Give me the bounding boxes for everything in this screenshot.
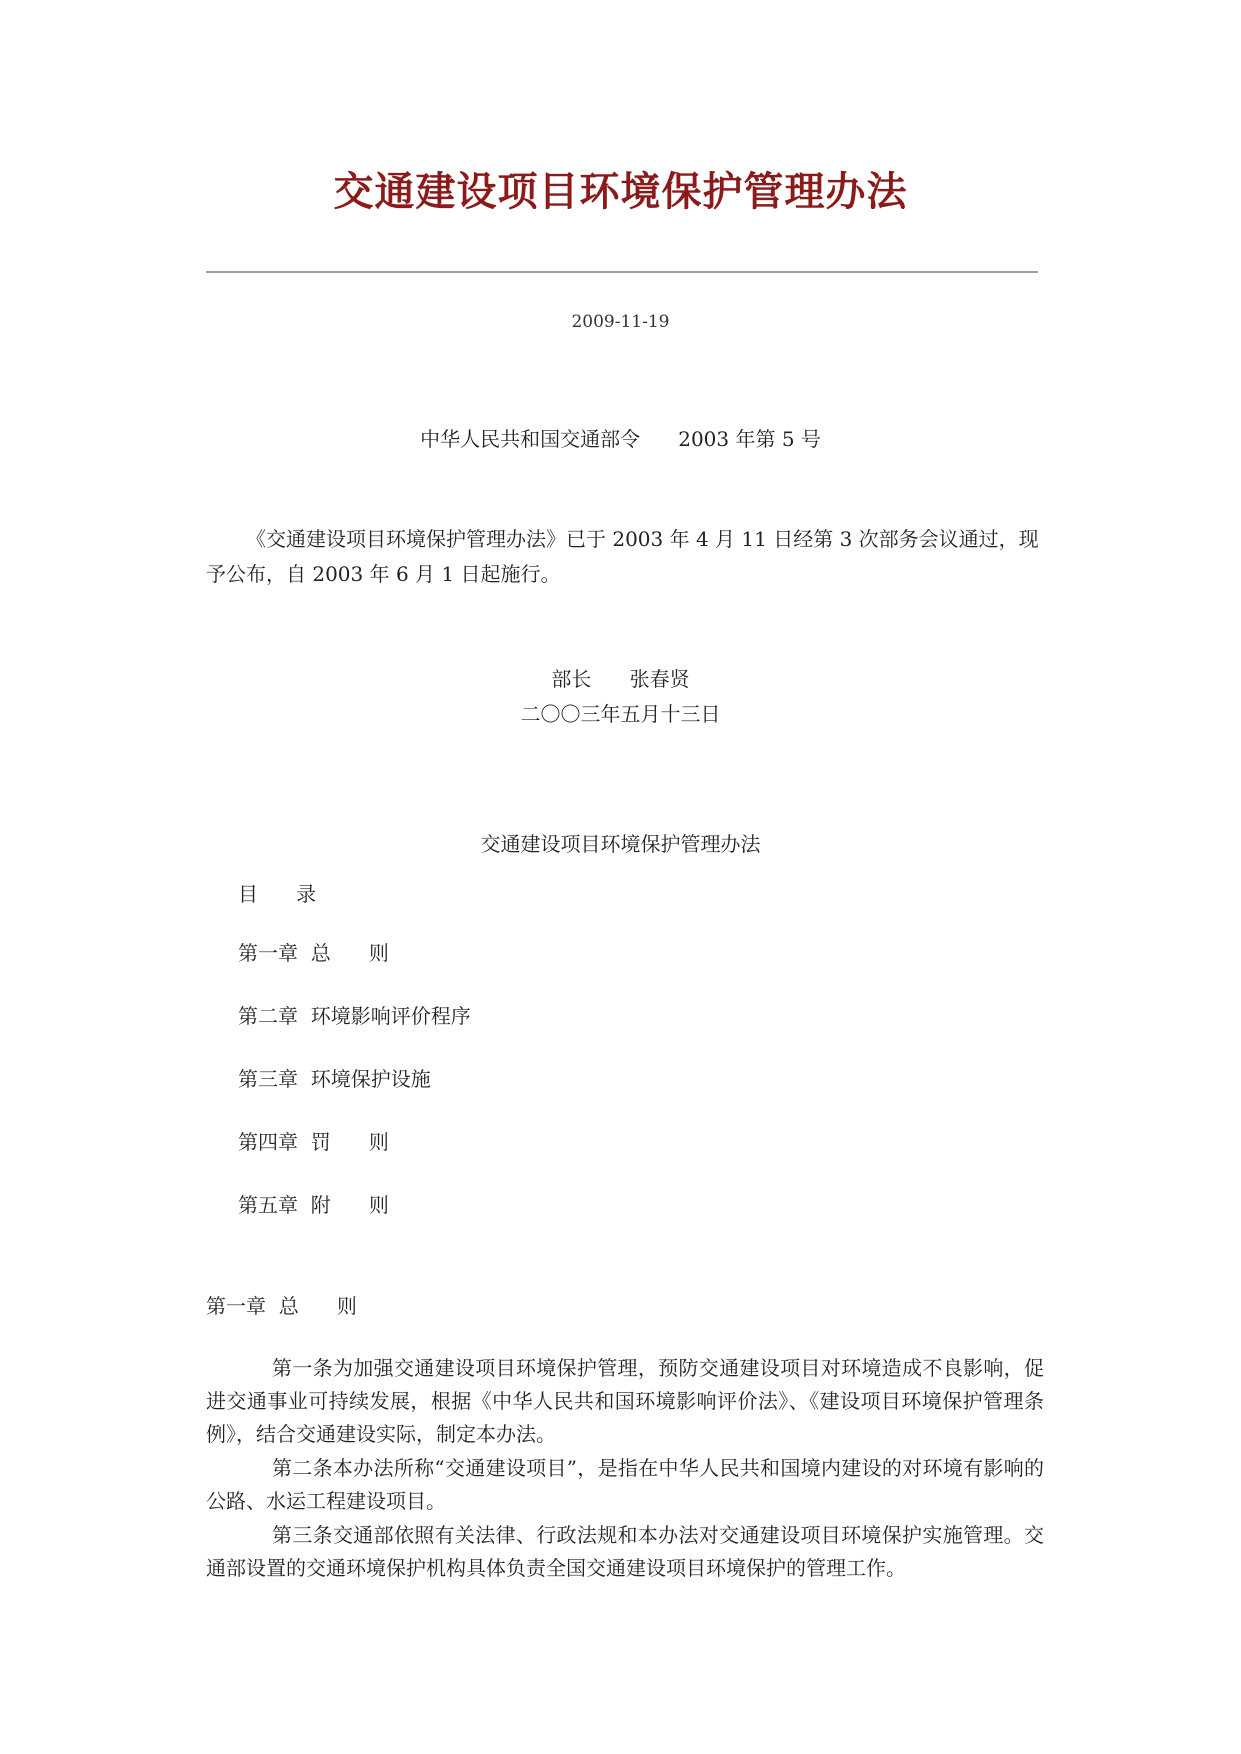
minister-signature: 部长 张春贤	[551, 667, 690, 691]
chapter-heading: 第一章 总 则	[206, 1294, 357, 1318]
decree-number: 中华人民共和国交通部令 2003 年第 5 号	[420, 427, 821, 451]
toc-item: 第四章 罚 则	[238, 1130, 389, 1154]
article-paragraph: 第二条本办法所称“交通建设项目”，是指在中华人民共和国境内建设的对环境有影响的公路、水运工程建设项目。	[206, 1456, 1044, 1513]
signing-date: 二〇〇三年五月十三日	[520, 702, 721, 726]
toc-heading: 目 录	[238, 882, 317, 906]
title-divider	[206, 271, 1038, 273]
toc-item: 第二章 环境影响评价程序	[238, 1004, 471, 1028]
toc-item: 第三章 环境保护设施	[238, 1067, 431, 1091]
article-paragraph: 第三条交通部依照有关法律、行政法规和本办法对交通建设项目环境保护实施管理。交通部设置的交通环境保护机构具体负责全国交通建设项目环境保护的管理工作。	[206, 1523, 1044, 1580]
document-subtitle: 交通建设项目环境保护管理办法	[480, 832, 761, 856]
toc-item: 第五章 附 则	[238, 1193, 389, 1217]
toc-item: 第一章 总 则	[238, 941, 389, 965]
announcement-paragraph: 《交通建设项目环境保护管理办法》已于 2003 年 4 月 11 日经第 3 次部务会议通过，现予公布，自 2003 年 6 月 1 日起施行。	[206, 527, 1039, 586]
article-paragraph: 第一条为加强交通建设项目环境保护管理，预防交通建设项目对环境造成不良影响，促进交通事业可持续发展，根据《中华人民共和国环境影响评价法》、《建设项目环境保护管理条例》，结合交通建设实际，制定本办法。	[206, 1356, 1044, 1446]
document-title: 交通建设项目环境保护管理办法	[333, 168, 908, 215]
publish-date: 2009-11-19	[571, 312, 670, 332]
